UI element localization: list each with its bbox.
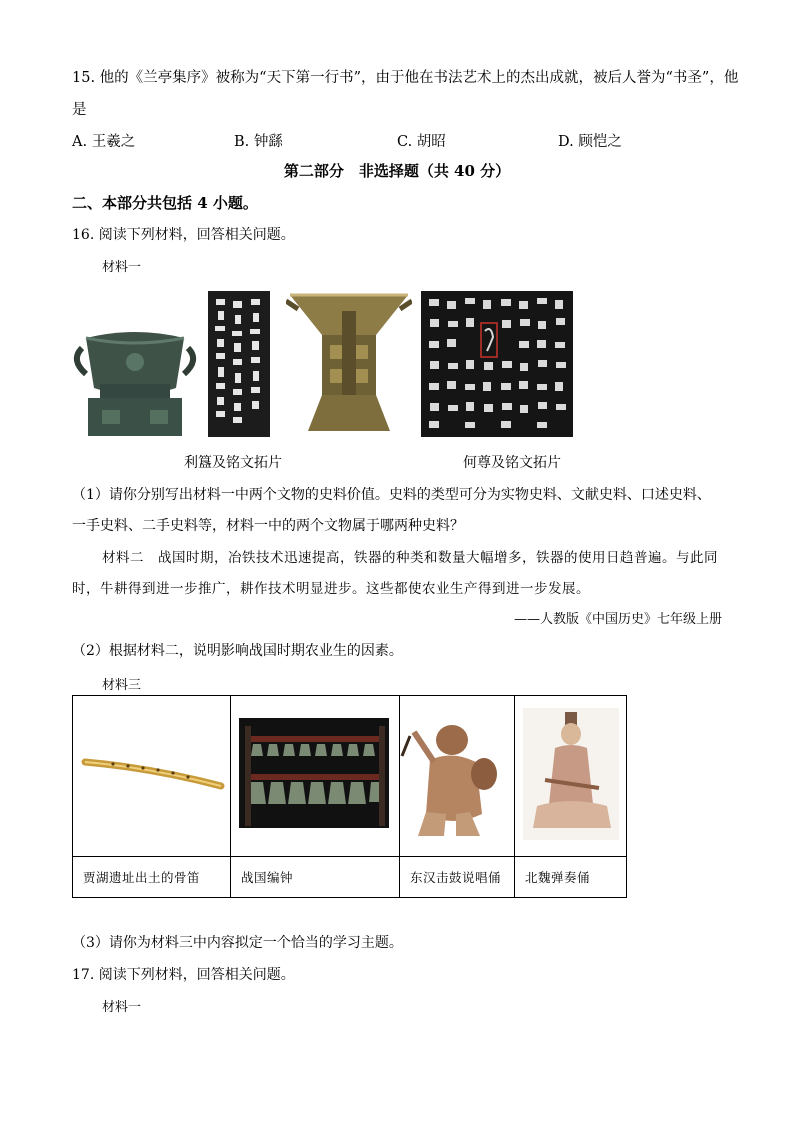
q15-option-d: D. 顾恺之 (558, 134, 622, 150)
q16-material2-source: ——人教版《中国历史》七年级上册 (513, 612, 722, 627)
caption-chime-bells: 战国编钟 (231, 857, 400, 898)
part2-title: 第二部分 非选择题（共 40 分） (283, 162, 511, 180)
q15-option-b: B. 钟繇 (234, 134, 283, 150)
q17-material1-label: 材料一 (102, 1000, 142, 1015)
drum-storyteller-figure-image (400, 696, 514, 852)
q16-material1-label: 材料一 (102, 260, 142, 275)
caption-plucking-figure: 北魏弹奏俑 (515, 857, 627, 898)
caption-bone-flute: 贾湖遗址出土的骨笛 (73, 857, 231, 898)
li-gui-bronze-image (72, 318, 198, 436)
chime-bells-image (231, 696, 399, 852)
part2-subtitle: 二、本部分共包括 4 小题。 (72, 194, 258, 212)
bone-flute-cell (73, 696, 231, 857)
chime-bells-cell (231, 696, 400, 857)
q17-stem: 17. 阅读下列材料，回答相关问题。 (72, 967, 295, 983)
he-zun-bronze-image (286, 291, 412, 437)
q16-sub1-line1: （1）请你分别写出材料一中两个文物的史料价值。史料的类型可分为实物史料、文献史料、口述史料、 (72, 487, 711, 503)
caption-li-gui: 利簋及铭文拓片 (184, 455, 282, 471)
plucking-figure-image (515, 696, 626, 852)
q16-stem: 16. 阅读下列材料，回答相关问题。 (72, 227, 295, 243)
q15-option-a: A. 王羲之 (72, 134, 136, 150)
q16-sub3: （3）请你为材料三中内容拟定一个恰当的学习主题。 (72, 935, 403, 951)
q16-material2-line1: 材料二 战国时期，冶铁技术迅速提高，铁器的种类和数量大幅增多，铁器的使用日趋普遍。与此同 (102, 550, 718, 566)
q16-sub1-line2: 一手史料、二手史料等，材料一中的两个文物属于哪两种史料？ (72, 518, 464, 534)
material3-table (72, 695, 627, 898)
caption-he-zun: 何尊及铭文拓片 (463, 455, 561, 471)
caption-drum-storyteller: 东汉击鼓说唱俑 (400, 857, 515, 898)
q15-stem-line1: 15. 他的《兰亭集序》被称为“天下第一行书”，由于他在书法艺术上的杰出成就，被后人誉为“书圣”，他 (72, 70, 739, 86)
q15-stem-line2: 是 (72, 102, 87, 118)
q16-sub2: （2）根据材料二，说明影响战国时期农业生的因素。 (72, 643, 403, 659)
he-zun-rubbing-image (421, 291, 573, 437)
q16-material2-line2: 时，牛耕得到进一步推广，耕作技术明显进步。这些都使农业生产得到进一步发展。 (72, 581, 590, 597)
q16-material3-label: 材料三 (102, 678, 142, 693)
bone-flute-image (73, 696, 229, 852)
li-gui-rubbing-image (208, 291, 270, 437)
playing-figure-cell (515, 696, 627, 857)
drum-storyteller-cell (400, 696, 515, 857)
q15-option-c: C. 胡昭 (397, 134, 446, 150)
